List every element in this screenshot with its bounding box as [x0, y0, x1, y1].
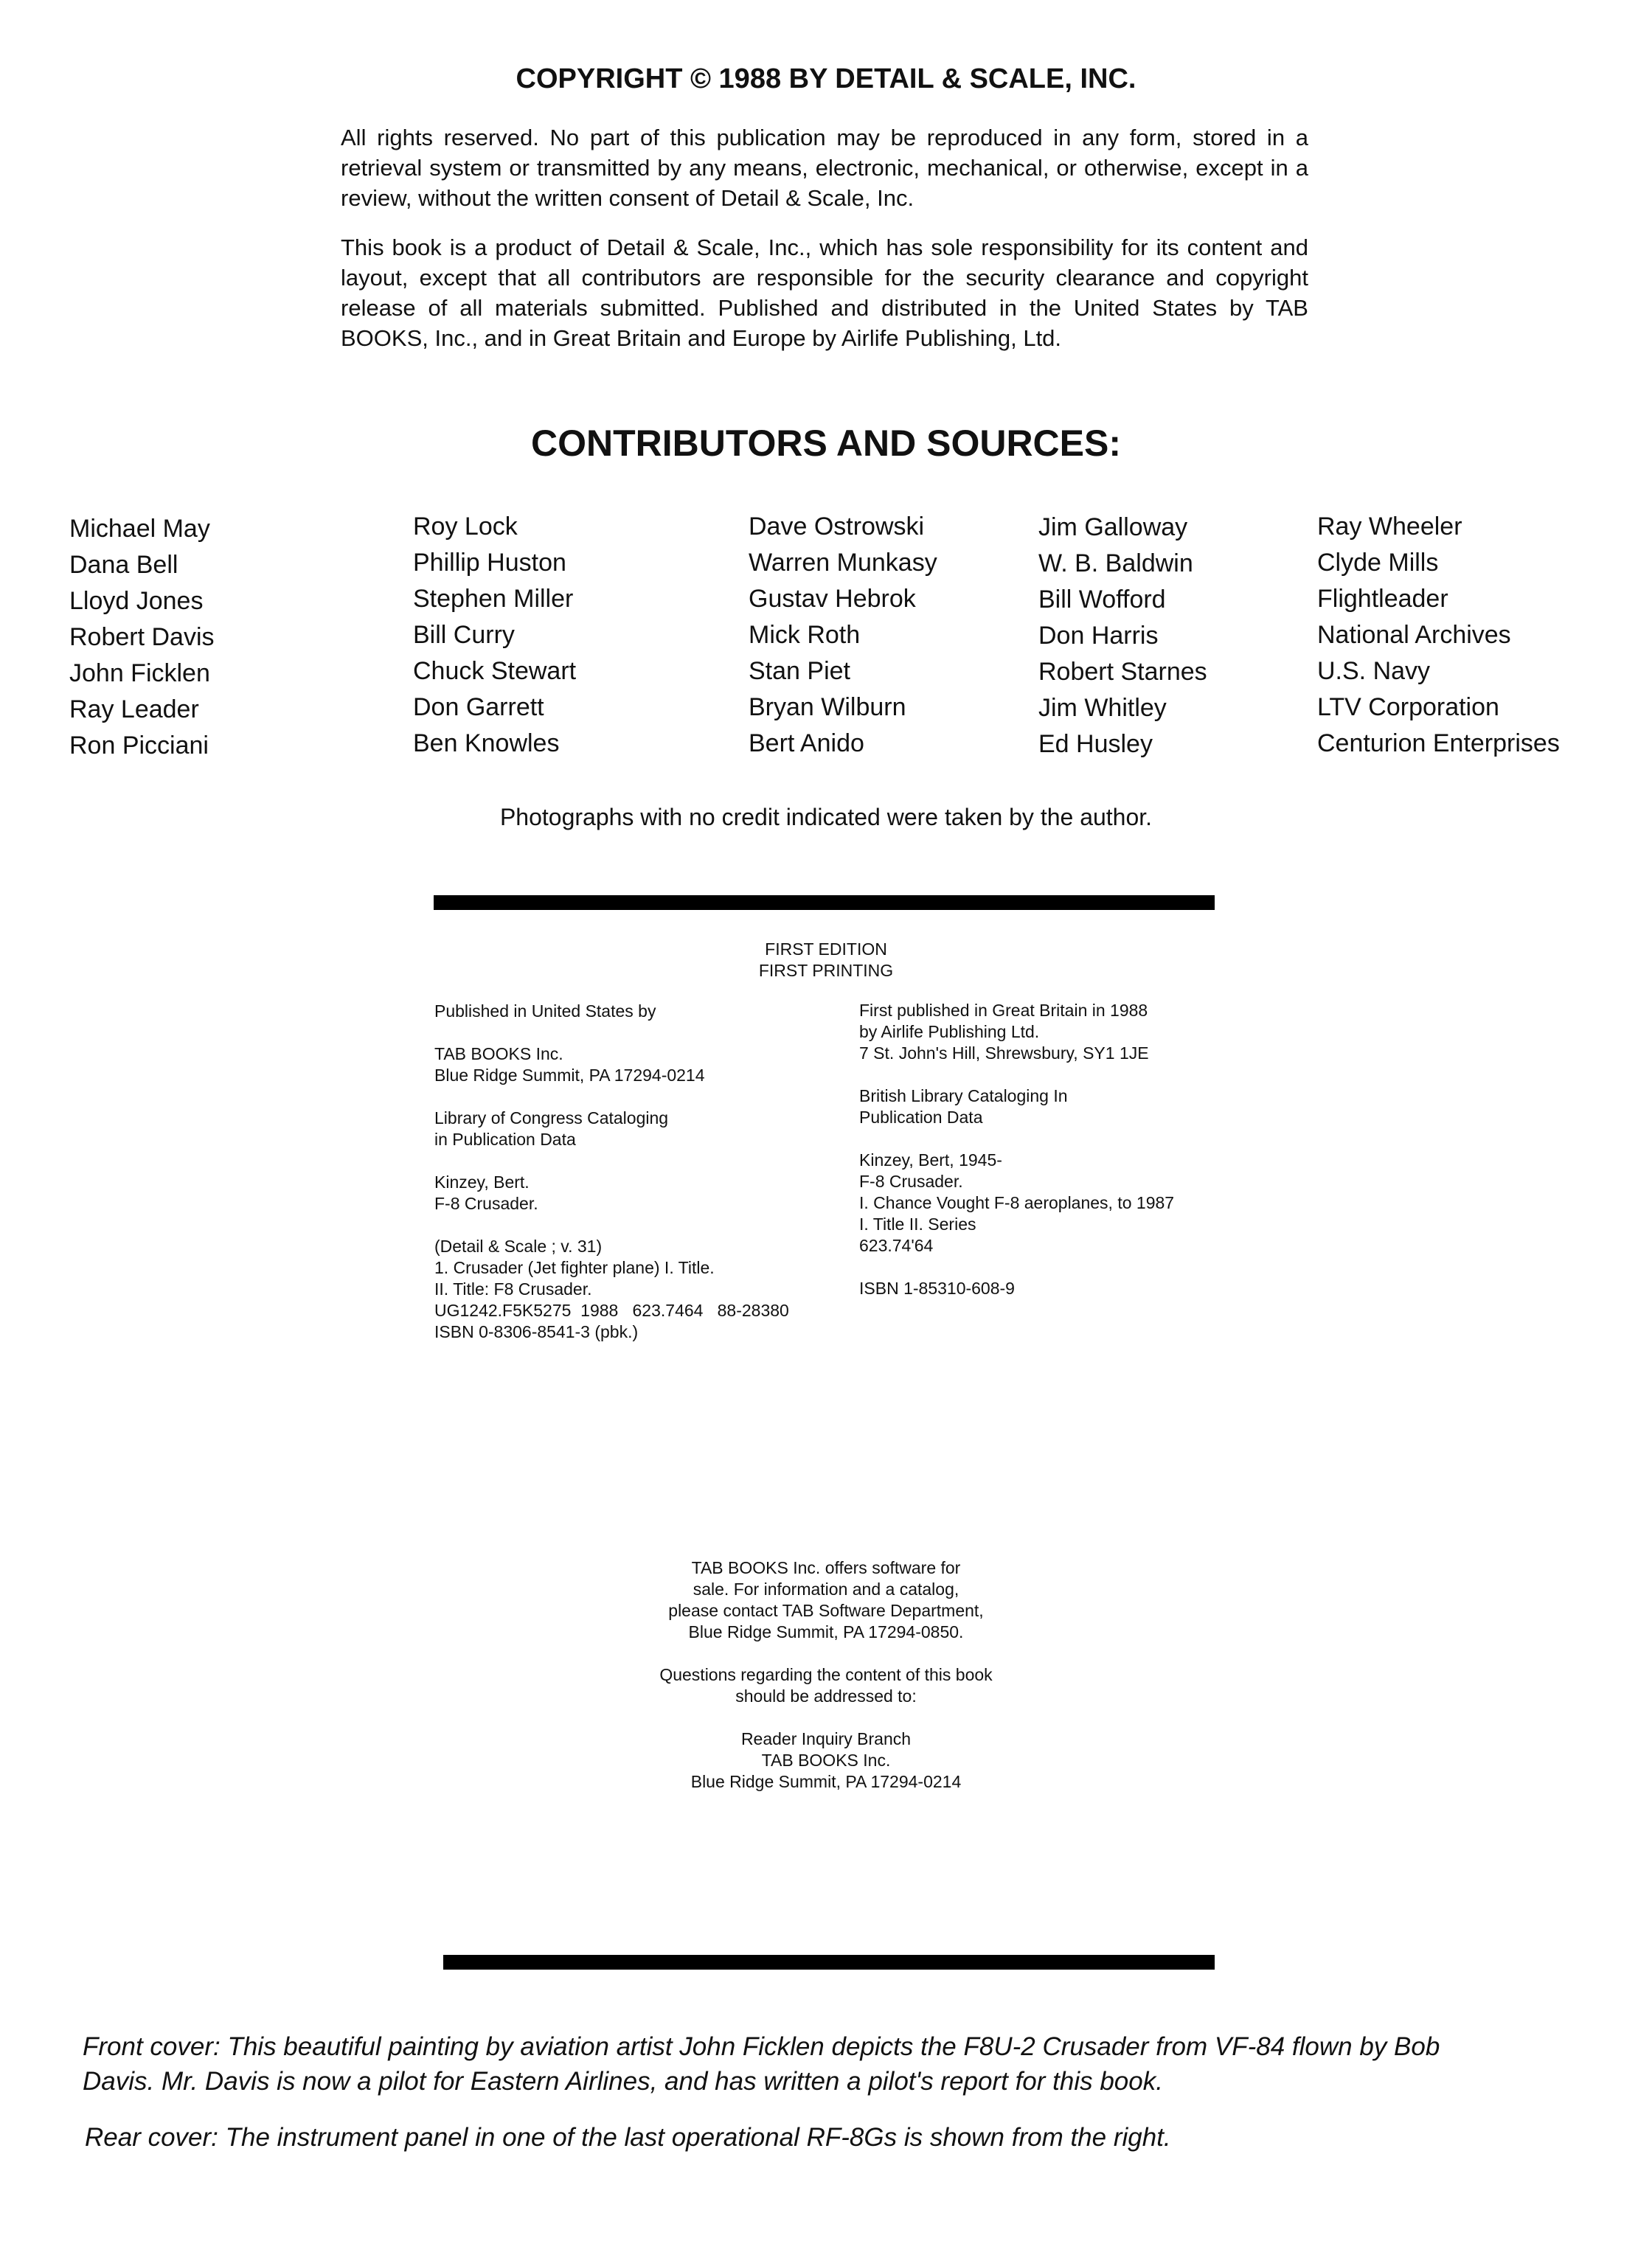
published-by-block — [434, 1001, 789, 1022]
edition-line: FIRST EDITION — [765, 939, 887, 959]
text-line: I. Chance Vought F-8 aeroplanes, to 1987 — [859, 1193, 1175, 1212]
text-line: Library of Congress Cataloging — [434, 1108, 669, 1128]
contributors-column-1 — [69, 511, 215, 764]
uk-isbn-block — [859, 1278, 1174, 1299]
contributor-name: Ron Picciani — [69, 732, 209, 760]
contributor-name: John Ficklen — [69, 659, 210, 687]
text-line: TAB BOOKS Inc. offers software for — [691, 1558, 961, 1577]
questions-block — [0, 1664, 1652, 1707]
photo-credit-note: Photographs with no credit indicated were taken by the author. — [499, 804, 1153, 830]
contributors-column-4 — [1038, 510, 1207, 762]
contributor-name: W. B. Baldwin — [1038, 549, 1193, 577]
text-line: Kinzey, Bert. — [434, 1172, 530, 1192]
reader-inquiry-block — [0, 1728, 1652, 1793]
rear-cover-caption: Rear cover: The instrument panel in one of the last operational RF-8Gs is shown from the right. — [85, 2123, 1171, 2152]
contributors-heading: CONTRIBUTORS AND SOURCES: — [530, 423, 1122, 464]
contributor-name: Ben Knowles — [413, 729, 560, 757]
text-line: should be addressed to: — [735, 1686, 917, 1706]
text-line: sale. For information and a catalog, — [693, 1580, 959, 1599]
text-line: Kinzey, Bert, 1945- — [859, 1150, 1002, 1170]
rights-paragraph: All rights reserved. No part of this publication may be reproduced in any form, stored in a retrieval system or transmitted by any means, electronic, mechanical, or otherwise, except in a review, without the written consent of Detail & Scale, Inc. — [341, 125, 1308, 211]
text-line: F-8 Crusader. — [434, 1194, 538, 1213]
contributors-column-2 — [413, 509, 576, 762]
text-line: II. Title: F8 Crusader. — [434, 1279, 592, 1299]
us-publication-info — [434, 1001, 789, 1364]
text-line: Blue Ridge Summit, PA 17294-0214 — [690, 1772, 962, 1791]
copyright-heading: COPYRIGHT © 1988 BY DETAIL & SCALE, INC. — [516, 63, 1136, 94]
contributor-name: Phillip Huston — [413, 549, 566, 577]
contributor-name: Ray Leader — [69, 695, 199, 723]
text-line: UG1242.F5K5275 1988 623.7464 88-28380 — [434, 1301, 789, 1320]
text-line: I. Title II. Series — [859, 1215, 976, 1234]
contributors-column-5 — [1317, 509, 1560, 762]
text-line: First published in Great Britain in 1988 — [859, 1001, 1148, 1020]
contributor-name: Stephen Miller — [413, 585, 574, 613]
software-offer-block — [0, 1557, 1652, 1643]
contributor-name: Jim Whitley — [1038, 694, 1167, 722]
contributor-name: Bert Anido — [749, 729, 864, 757]
text-line: Blue Ridge Summit, PA 17294-0214 — [434, 1066, 705, 1085]
text-line: Blue Ridge Summit, PA 17294-0850. — [688, 1622, 964, 1641]
text-line: Questions regarding the content of this book — [659, 1665, 993, 1684]
text-line: Front cover: This beautiful painting by aviation artist John Ficklen depicts the F8U-2 Crusader from VF-84 flown by Bob — [83, 2032, 1440, 2061]
text-line: 1. Crusader (Jet fighter plane) I. Title. — [434, 1258, 715, 1277]
divider-rule-bottom — [443, 1955, 1215, 1970]
contributors-column-3 — [749, 509, 937, 762]
text-line: Reader Inquiry Branch — [740, 1729, 912, 1748]
contributor-name: LTV Corporation — [1317, 693, 1499, 721]
text-line: TAB BOOKS Inc. — [434, 1044, 563, 1063]
contributor-name: U.S. Navy — [1317, 657, 1431, 685]
uk-published-block — [859, 1000, 1174, 1064]
text-line: TAB BOOKS Inc. — [761, 1751, 891, 1770]
printing-line: FIRST PRINTING — [758, 961, 894, 980]
text-line: ISBN 1-85310-608-9 — [859, 1279, 1015, 1298]
text-line: (Detail & Scale ; v. 31) — [434, 1237, 603, 1256]
contributor-name: Chuck Stewart — [413, 657, 577, 685]
text-line: Davis. Mr. Davis is now a pilot for Eastern Airlines, and has written a pilot's report for this book. — [83, 2067, 1163, 2096]
text-line: Published in United States by — [434, 1001, 656, 1021]
author-title-block — [434, 1172, 789, 1215]
contributor-name: Centurion Enterprises — [1317, 729, 1560, 757]
contributor-name: Gustav Hebrok — [749, 585, 916, 613]
contributor-name: Stan Piet — [749, 657, 850, 685]
contributor-name: Bill Wofford — [1038, 586, 1166, 614]
text-line: F-8 Crusader. — [859, 1172, 963, 1191]
series-isbn-block — [434, 1236, 789, 1343]
contributor-name: Bill Curry — [413, 621, 515, 649]
contributor-name: Ed Husley — [1038, 730, 1153, 758]
contributor-name: Flightleader — [1317, 585, 1448, 613]
contributor-name: Roy Lock — [413, 512, 518, 541]
contributor-name: National Archives — [1317, 621, 1511, 649]
contributor-name: Jim Galloway — [1038, 513, 1188, 541]
british-library-block — [859, 1085, 1174, 1128]
contributor-name: Clyde Mills — [1317, 549, 1439, 577]
contributor-name: Mick Roth — [749, 621, 861, 649]
text-line: 7 St. John's Hill, Shrewsbury, SY1 1JE — [859, 1043, 1149, 1063]
contributor-name: Warren Munkasy — [749, 549, 937, 577]
text-line: British Library Cataloging In — [859, 1086, 1068, 1105]
publisher-address-block — [434, 1043, 789, 1086]
contributor-name: Ray Wheeler — [1317, 512, 1462, 541]
divider-rule-top — [434, 895, 1215, 910]
contributor-name: Michael May — [69, 515, 210, 543]
text-line: in Publication Data — [434, 1130, 576, 1149]
text-line: Publication Data — [859, 1108, 983, 1127]
software-notice — [0, 1557, 1652, 1814]
text-line: ISBN 0-8306-8541-3 (pbk.) — [434, 1322, 639, 1341]
contributor-name: Don Garrett — [413, 693, 544, 721]
front-cover-caption — [83, 2029, 1440, 2099]
contributor-name: Dana Bell — [69, 551, 178, 579]
contributor-name: Robert Starnes — [1038, 658, 1207, 686]
loc-cataloging-block — [434, 1108, 789, 1150]
edition-block — [0, 939, 1652, 981]
uk-publication-info — [859, 1000, 1174, 1321]
contributor-name: Don Harris — [1038, 622, 1159, 650]
contributor-name: Bryan Wilburn — [749, 693, 906, 721]
text-line: please contact TAB Software Department, — [668, 1601, 984, 1620]
uk-catalog-entry-block — [859, 1150, 1174, 1257]
text-line: 623.74'64 — [859, 1236, 934, 1255]
contributor-name: Robert Davis — [69, 623, 215, 651]
text-line: by Airlife Publishing Ltd. — [859, 1022, 1040, 1041]
contributor-name: Dave Ostrowski — [749, 512, 925, 541]
responsibility-paragraph: This book is a product of Detail & Scale, Inc., which has sole responsibility for its content and layout, except that all contributors are responsible for the security clearance and copyright release of all materials submitted. Published and distributed in the United States by TAB BOOKS, Inc., and in Great Britain and Europe by Airlife Publishing, Ltd. — [341, 234, 1308, 351]
contributor-name: Lloyd Jones — [69, 587, 204, 615]
